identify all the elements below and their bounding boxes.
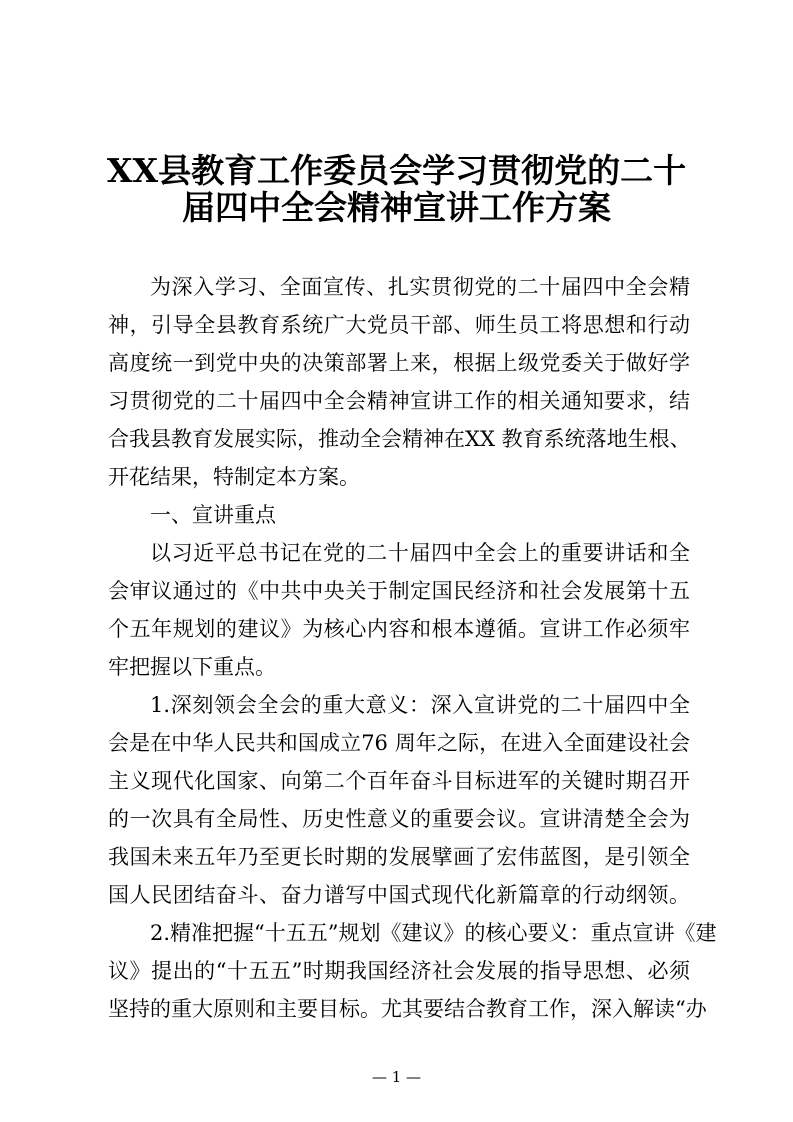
page-number: — 1 — <box>371 1068 422 1086</box>
body-text-line: 习贯彻党的二十届四中全会精神宣讲工作的相关通知要求，结 <box>108 389 690 413</box>
body-text-line: 我国未来五年乃至更长时期的发展擘画了宏伟蓝图，是引领全 <box>108 845 690 869</box>
body-text-line: 的一次具有全局性、历史性意义的重要会议。宣讲清楚全会为 <box>108 807 690 831</box>
body-text-line: 为深入学习、全面宣传、扎实贯彻党的二十届四中全会精 <box>150 275 690 299</box>
body-text-line: 个五年规划的建议》为核心内容和根本遵循。宣讲工作必须牢 <box>108 617 690 641</box>
body-text-line: 合我县教育发展实际，推动全会精神在XX 教育系统落地生根、 <box>108 427 691 451</box>
body-text-line: 神，引导全县教育系统广大党员干部、师生员工将思想和行动 <box>108 313 690 337</box>
body-text-line: 国人民团结奋斗、奋力谱写中国式现代化新篇章的行动纲领。 <box>108 883 690 907</box>
document-title-line-1: XX县教育工作委员会学习贯彻党的二十 <box>106 151 687 190</box>
body-text-line: 以习近平总书记在党的二十届四中全会上的重要讲话和全 <box>150 541 690 565</box>
body-text-line: 牢把握以下重点。 <box>108 655 276 679</box>
document-body <box>108 268 717 1028</box>
body-text-line: 1.深刻领会全会的重大意义：深入宣讲党的二十届四中全 <box>150 693 690 717</box>
body-text-line: 2.精准把握“十五五”规划《建议》的核心要义：重点宣讲《建 <box>150 921 717 945</box>
section-heading: 一、宣讲重点 <box>150 503 276 527</box>
body-text-line: 会审议通过的《中共中央关于制定国民经济和社会发展第十五 <box>108 579 690 603</box>
body-text-line: 议》提出的“十五五”时期我国经济社会发展的指导思想、必须 <box>108 959 690 983</box>
body-text-line: 高度统一到党中央的决策部署上来，根据上级党委关于做好学 <box>108 351 690 375</box>
body-text-line: 会是在中华人民共和国成立76 周年之际，在进入全面建设社会 <box>108 731 690 755</box>
body-text-line: 开花结果，特制定本方案。 <box>108 465 360 489</box>
body-text-line: 主义现代化国家、向第二个百年奋斗目标进军的关键时期召开 <box>108 769 690 793</box>
document-title-line-2: 届四中全会精神宣讲工作方案 <box>182 188 611 227</box>
body-text-line: 坚持的重大原则和主要目标。尤其要结合教育工作，深入解读“办 <box>108 997 707 1021</box>
